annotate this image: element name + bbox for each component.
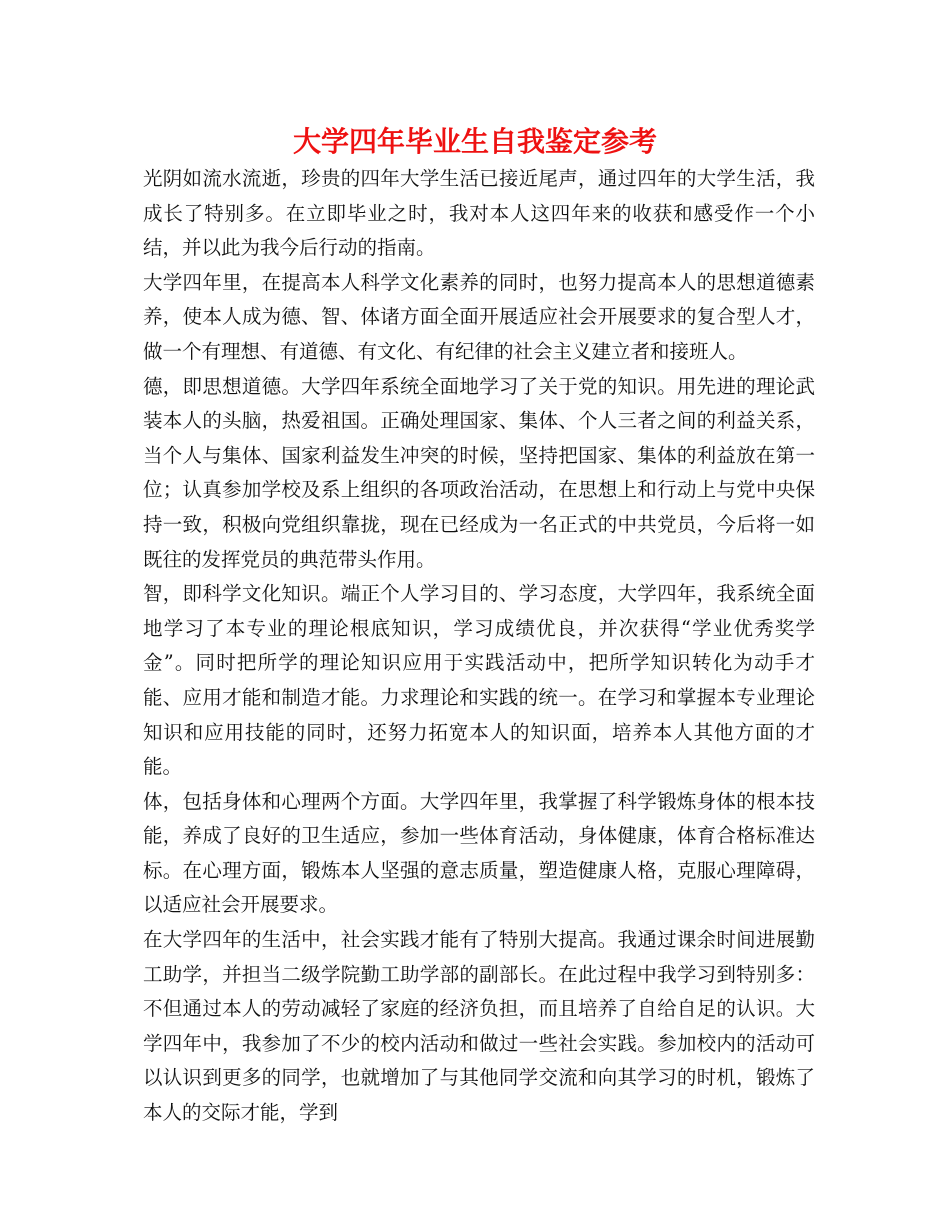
document-body — [143, 162, 815, 1131]
paragraph-physical: 体，包括身体和心理两个方面。大学四年里，我掌握了科学锻炼身体的根本技能，养成了良好的卫生适应，参加一些体育活动，身体健康，体育合格标准达标。在心理方面，锻炼本人坚强的意志质量，塑造健康人格，克服心理障碍，以适应社会开展要求。 — [143, 789, 815, 917]
paragraph-overview: 大学四年里，在提高本人科学文化素养的同时，也努力提高本人的思想道德素养，使本人成为德、智、体诸方面全面开展适应社会开展要求的复合型人才，做一个有理想、有道德、有文化、有纪律的社会主义建立者和接班人。 — [143, 270, 815, 363]
document-title: 大学四年毕业生自我鉴定参考 — [292, 125, 657, 158]
paragraph-intellect: 智，即科学文化知识。端正个人学习目的、学习态度，大学四年，我系统全面地学习了本专业的理论根底知识，学习成绩优良，并次获得“学业优秀奖学金”。同时把所学的理论知识应用于实践活动中，把所学知识转化为动手才能、应用才能和制造才能。力求理论和实践的统一。在学习和掌握本专业理论知识和应用技能的同时，还努力拓宽本人的知识面，培养本人其他方面的才能。 — [143, 582, 815, 779]
paragraph-intro: 光阴如流水流逝，珍贵的四年大学生活已接近尾声，通过四年的大学生活，我成长了特别多。在立即毕业之时，我对本人这四年来的收获和感受作一个小结，并以此为我今后行动的指南。 — [143, 167, 815, 260]
paragraph-morality: 德，即思想道德。大学四年系统全面地学习了关于党的知识。用先进的理论武装本人的头脑，热爱祖国。正确处理国家、集体、个人三者之间的利益关系，当个人与集体、国家利益发生冲突的时候，坚持把国家、集体的利益放在第一位；认真参加学校及系上组织的各项政治活动，在思想上和行动上与党中央保持一致，积极向党组织靠拢，现在已经成为一名正式的中共党员，今后将一如既往的发挥党员的典范带头作用。 — [143, 374, 815, 571]
paragraph-practice: 在大学四年的生活中，社会实践才能有了特别大提高。我通过课余时间进展勤工助学，并担当二级学院勤工助学部的副部长。在此过程中我学习到特别多：不但通过本人的劳动减轻了家庭的经济负担，而且培养了自给自足的认识。大学四年中，我参加了不少的校内活动和做过一些社会实践。参加校内的活动可以认识到更多的同学，也就增加了与其他同学交流和向其学习的时机，锻炼了本人的交际才能，学到 — [143, 928, 815, 1125]
